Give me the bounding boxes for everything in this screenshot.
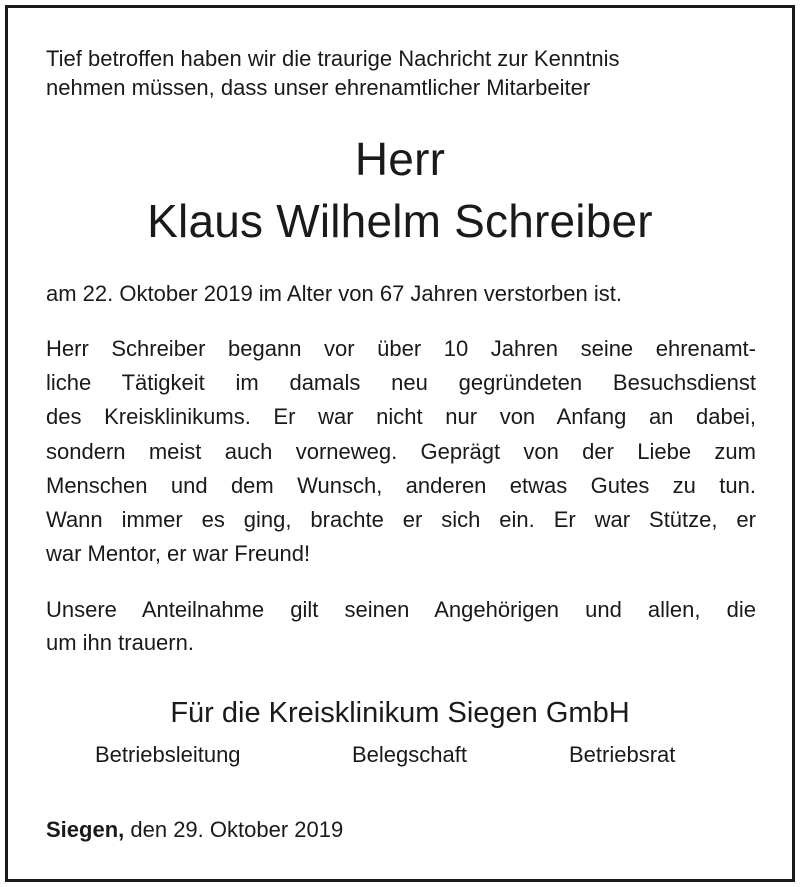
tribute-line: sondern meist auch vorneweg. Geprägt von der Liebe zum [46,438,756,464]
signatory-staff: Belegschaft [352,742,467,767]
honorific: Herr [354,133,446,185]
condolence-paragraph [46,593,756,659]
dateline [46,815,756,845]
dateline-place: Siegen, [46,817,125,842]
deceased-name: Klaus Wilhelm Schreiber [147,195,653,247]
condolence-line: um ihn trauern. [46,630,194,655]
intro-paragraph [46,44,756,102]
condolence-line: Unsere Anteilnahme gilt seinen Angehörigen und allen, die [46,597,756,622]
tribute-line: Herr Schreiber begann vor über 10 Jahren seine ehrenamt- [46,336,756,361]
signatory-management: Betriebsleitung [95,742,241,767]
tribute-line: Menschen und dem Wunsch, anderen etwas Gutes zu tun. [46,472,756,498]
tribute-line: Wann immer es ging, brachte er sich ein. Er war Stütze, er [46,507,756,533]
tribute-line: des Kreisklinikums. Er war nicht nur von Anfang an dabei, [46,404,756,430]
tribute-line: war Mentor, er war Freund! [46,541,311,567]
organization-name: Für die Kreisklinikum Siegen GmbH [170,697,630,729]
death-statement: am 22. Oktober 2019 im Alter von 67 Jahren verstorben ist. [46,281,622,306]
intro-line: nehmen müssen, dass unser ehrenamtlicher Mitarbeiter [46,75,591,100]
tribute-line: liche Tätigkeit im damals neu gegründeten Besuchsdienst [46,370,756,396]
dateline-date: den 29. Oktober 2019 [130,817,344,842]
tribute-paragraph [46,332,756,571]
intro-line: Tief betroffen haben wir die traurige Nachricht zur Kenntnis [46,46,620,71]
signatory-works-council: Betriebsrat [569,742,676,767]
